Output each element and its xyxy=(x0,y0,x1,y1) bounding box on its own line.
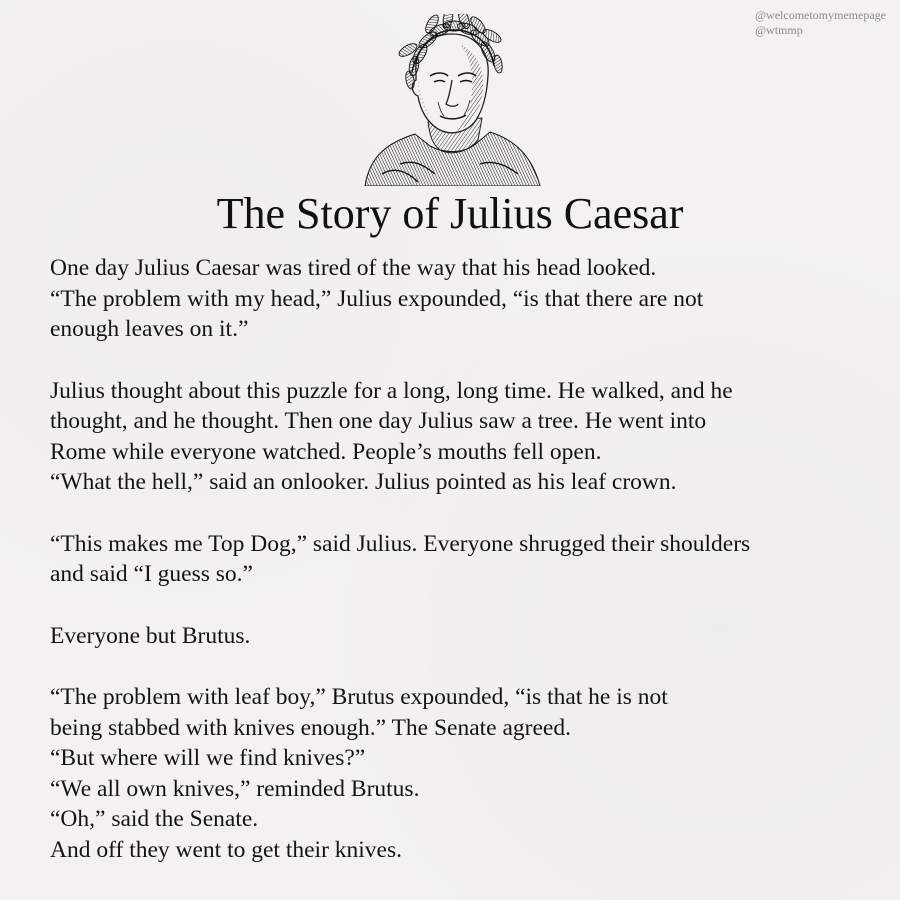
story-line: “We all own knives,” reminded Brutus. xyxy=(50,775,420,802)
watermark xyxy=(755,8,886,38)
story-line: “What the hell,” said an onlooker. Julius pointed as his leaf crown. xyxy=(50,469,677,495)
story-line: One day Julius Caesar was tired of the way that his head looked. xyxy=(50,255,657,281)
paragraph-3 xyxy=(50,529,880,590)
paragraph-1 xyxy=(50,253,880,345)
paragraph-gap xyxy=(50,345,880,376)
story-line: “The problem with my head,” Julius expounded, “is that there are not xyxy=(50,285,704,312)
paragraph-gap xyxy=(50,590,880,621)
watermark-short-handle: @wtmmp xyxy=(754,23,803,37)
story-line: Everyone but Brutus. xyxy=(50,622,251,649)
story-line: Julius thought about this puzzle for a long, long time. He walked, and he xyxy=(50,377,733,404)
story-line: And off they went to get their knives. xyxy=(50,836,402,863)
page-title: The Story of Julius Caesar xyxy=(216,189,684,238)
story-line: “The problem with leaf boy,” Brutus expounded, “is that he is not xyxy=(50,684,668,710)
paragraph-5 xyxy=(50,682,880,865)
story-line: being stabbed with knives enough.” The Senate agreed. xyxy=(50,714,571,741)
watermark-handle: @welcometomymemepage xyxy=(754,8,886,22)
story-text xyxy=(50,253,880,865)
paragraph-gap xyxy=(50,651,880,682)
story-line: “But where will we find knives?” xyxy=(50,745,366,771)
paragraph-4 xyxy=(50,621,880,652)
julius-caesar-portrait-icon xyxy=(360,14,542,186)
story-line: “This makes me Top Dog,” said Julius. Everyone shrugged their shoulders xyxy=(50,530,751,557)
paragraph-gap xyxy=(50,498,880,529)
story-line: enough leaves on it.” xyxy=(50,316,249,342)
story-line: and said “I guess so.” xyxy=(50,561,253,587)
story-line: “Oh,” said the Senate. xyxy=(50,806,259,832)
story-line: Rome while everyone watched. People’s mouths fell open. xyxy=(50,438,602,465)
paragraph-2 xyxy=(50,376,880,498)
story-line: thought, and he thought. Then one day Julius saw a tree. He went into xyxy=(50,408,707,434)
